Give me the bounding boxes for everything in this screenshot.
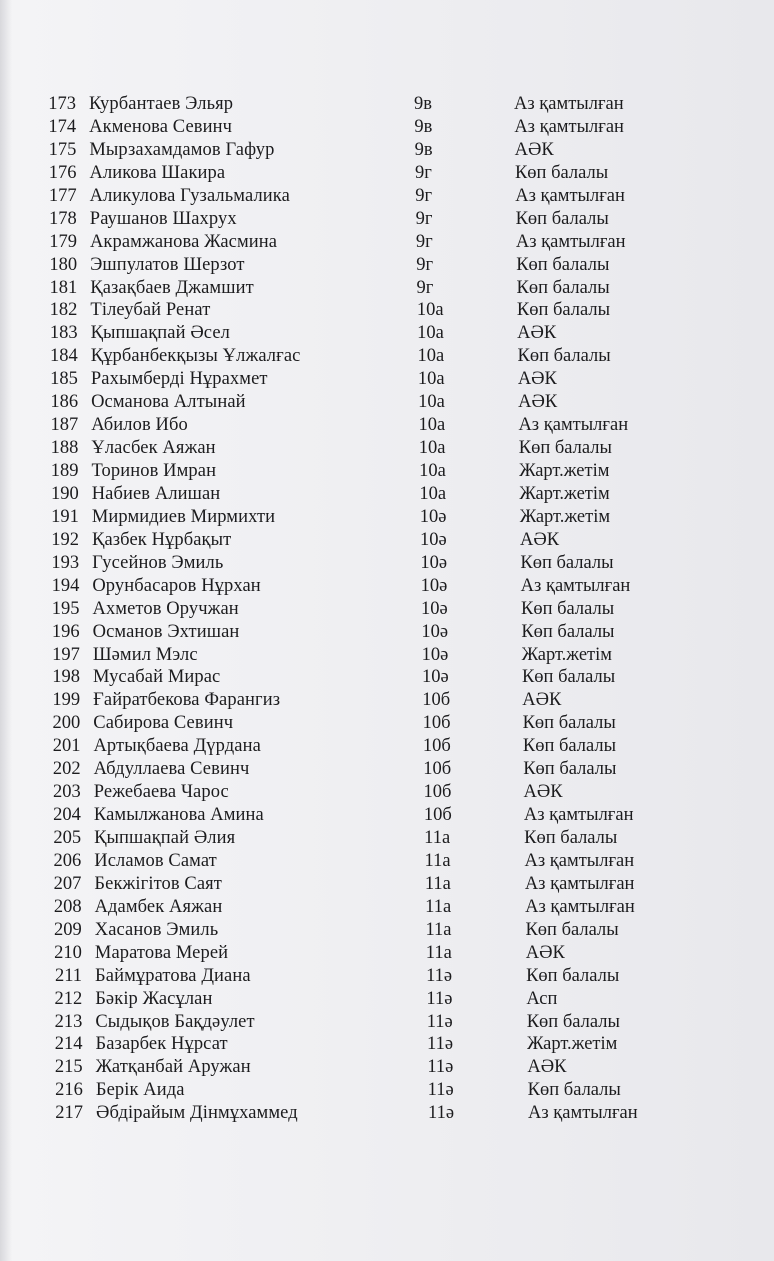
row-number: 200 — [52, 713, 81, 734]
student-name: Артықбаева Дүрдана — [93, 736, 261, 757]
class-label: 10б — [422, 713, 451, 734]
class-label: 10а — [418, 438, 446, 459]
row-number: 180 — [49, 254, 78, 275]
student-name: Ғайратбекова Фарангиз — [93, 690, 281, 711]
class-label: 10б — [422, 736, 451, 757]
row-number: 217 — [55, 1103, 83, 1124]
class-label: 10ә — [420, 552, 448, 573]
row-number: 190 — [50, 483, 79, 504]
table-row — [6, 965, 774, 988]
student-name: Гусейнов Эмиль — [92, 552, 224, 573]
status-label: Көп балалы — [526, 1011, 620, 1032]
table-row — [6, 988, 774, 1011]
class-label: 11а — [425, 942, 452, 963]
row-number: 175 — [48, 139, 77, 160]
row-number: 210 — [54, 942, 82, 963]
student-name: Адамбек Аяжан — [94, 896, 223, 917]
student-name: Османов Эхтишан — [92, 621, 240, 642]
row-number: 196 — [51, 621, 80, 642]
status-label: Көп балалы — [523, 759, 617, 780]
class-label: 10ә — [420, 575, 448, 596]
row-number: 213 — [54, 1011, 83, 1032]
student-name: Қазбек Нұрбақыт — [92, 529, 232, 550]
status-label: Аз қамтылған — [524, 850, 635, 871]
student-name: Сыдықов Бақдәулет — [95, 1011, 255, 1032]
row-number: 197 — [52, 644, 80, 665]
class-label: 11ә — [426, 1011, 453, 1032]
student-name: Хасанов Эмиль — [94, 919, 219, 940]
table-row — [0, 139, 774, 162]
row-number: 207 — [53, 873, 82, 894]
table-row — [2, 414, 774, 437]
row-number: 191 — [51, 506, 79, 527]
table-row — [5, 850, 774, 873]
table-row — [4, 598, 774, 621]
row-number: 203 — [53, 782, 81, 803]
status-label: Көп балалы — [525, 919, 619, 940]
row-number: 201 — [52, 736, 81, 757]
student-name: Ахметов Оручжан — [92, 598, 239, 619]
table-row — [2, 322, 774, 345]
status-label: АӘК — [522, 690, 562, 711]
student-name: Жатқанбай Аружан — [95, 1057, 251, 1078]
class-label: 10ә — [419, 506, 447, 527]
student-name: Баймұратова Диана — [95, 965, 251, 986]
status-label: Көп балалы — [522, 713, 616, 734]
row-number: 211 — [54, 965, 83, 986]
table-row — [6, 919, 774, 942]
row-number: 188 — [50, 438, 79, 459]
row-number: 193 — [51, 552, 80, 573]
status-label: Аз қамтылған — [515, 231, 626, 252]
status-label: Аз қамтылған — [528, 1103, 638, 1124]
student-name: Базарбек Нұрсат — [95, 1034, 228, 1055]
table-row — [5, 804, 774, 827]
row-number: 184 — [50, 346, 78, 367]
row-number: 214 — [54, 1034, 83, 1055]
student-name: Қыпшақпай Әсел — [90, 323, 230, 344]
class-label: 10а — [418, 415, 446, 436]
row-number: 202 — [52, 759, 81, 780]
row-number: 181 — [49, 277, 78, 298]
table-row — [5, 873, 774, 896]
student-name: Аликова Шакира — [89, 162, 226, 183]
row-number: 189 — [50, 461, 79, 481]
class-label: 10а — [419, 483, 447, 504]
row-number: 186 — [50, 392, 79, 413]
table-row — [6, 1011, 774, 1034]
table-row — [4, 735, 774, 758]
row-number: 198 — [52, 667, 80, 688]
table-row — [0, 116, 774, 139]
table-row — [0, 162, 774, 185]
class-label: 11ә — [427, 1057, 454, 1078]
row-number: 174 — [48, 116, 77, 137]
table-row — [2, 437, 774, 460]
row-number: 178 — [49, 208, 77, 229]
status-label: Жарт.жетім — [519, 483, 610, 504]
row-number: 204 — [53, 805, 81, 826]
status-label: Көп балалы — [522, 736, 617, 757]
status-label: Аз қамтылған — [514, 116, 624, 137]
table-row — [5, 827, 774, 850]
class-label: 10а — [419, 461, 446, 481]
row-number: 216 — [55, 1080, 83, 1101]
table-row — [4, 712, 774, 735]
status-label: АӘК — [520, 529, 560, 550]
table-row — [3, 552, 774, 575]
class-label: 10ә — [421, 598, 448, 619]
table-row — [1, 254, 774, 277]
table-row — [3, 506, 774, 529]
student-name: Мусабай Мирас — [92, 667, 221, 688]
student-name: Эшпулатов Шерзот — [90, 254, 245, 275]
table-row — [4, 666, 774, 689]
student-name: Ұласбек Аяжан — [91, 438, 216, 459]
row-number: 177 — [48, 185, 77, 206]
row-number: 179 — [49, 231, 77, 252]
status-label: Аз қамтылған — [514, 94, 624, 114]
row-number: 209 — [53, 919, 82, 940]
student-name: Абилов Ибо — [91, 415, 188, 436]
class-label: 9в — [414, 139, 433, 160]
class-label: 11а — [424, 828, 451, 848]
table-row — [7, 1033, 774, 1056]
status-label: Көп балалы — [514, 162, 609, 183]
status-label: Жарт.жетім — [527, 1034, 618, 1055]
status-label: Аз қамтылған — [515, 185, 625, 206]
student-name: Аликулова Гузальмалика — [89, 185, 290, 206]
student-name: Мирмидиев Мирмихти — [91, 506, 276, 527]
table-row — [3, 460, 774, 483]
row-number: 173 — [48, 94, 76, 114]
student-name: Торинов Имран — [91, 461, 217, 481]
status-label: Жарт.жетім — [519, 506, 611, 527]
table-row — [1, 277, 774, 300]
table-row — [7, 1056, 774, 1079]
student-name: Орунбасаров Нұрхан — [92, 575, 261, 596]
class-label: 10б — [423, 805, 452, 826]
status-label: Көп балалы — [518, 438, 612, 459]
class-label: 11а — [424, 873, 451, 894]
student-name: Акменова Севинч — [89, 116, 233, 137]
row-number: 187 — [50, 415, 79, 436]
row-number: 185 — [50, 369, 78, 390]
student-name: Шәмил Мэлс — [92, 644, 198, 665]
status-label: Аз қамтылған — [524, 873, 635, 894]
row-number: 176 — [48, 162, 77, 183]
student-name: Құрбанбекқызы Ұлжалғас — [90, 346, 301, 367]
class-label: 11а — [424, 850, 451, 871]
table-row — [1, 299, 774, 322]
row-number: 199 — [52, 690, 81, 711]
row-number: 192 — [51, 529, 80, 550]
status-label: Жарт.жетім — [521, 644, 612, 665]
status-label: АӘК — [514, 139, 554, 160]
class-label: 9в — [414, 116, 433, 137]
status-label: АӘК — [525, 942, 565, 963]
status-label: Көп балалы — [521, 667, 616, 688]
student-name: Мырзахамдамов Гафур — [89, 139, 275, 160]
status-label: Көп балалы — [515, 208, 609, 229]
table-row — [1, 208, 774, 231]
row-number: 206 — [53, 850, 82, 871]
table-row — [3, 575, 774, 598]
student-name: Акрамжанова Жасмина — [89, 231, 278, 252]
class-label: 11ә — [427, 1080, 454, 1101]
student-name: Раушанов Шахрух — [89, 208, 237, 229]
class-label: 10а — [418, 392, 445, 413]
status-label: Көп балалы — [517, 346, 611, 367]
student-name: Режебаева Чарос — [93, 782, 229, 803]
status-label: Көп балалы — [516, 300, 611, 321]
class-label: 9г — [414, 162, 432, 183]
table-row — [7, 1079, 774, 1102]
student-name: Бекжігітов Саят — [94, 873, 222, 894]
student-name: Сабирова Севинч — [93, 713, 234, 734]
student-name: Набиев Алишан — [91, 483, 221, 504]
row-number: 194 — [51, 575, 80, 596]
row-number: 205 — [53, 828, 82, 848]
status-label: Аз қамтылған — [520, 575, 631, 596]
status-label: Аз қамтылған — [518, 415, 629, 436]
status-label: Көп балалы — [516, 254, 610, 275]
row-number: 212 — [54, 988, 83, 1009]
status-label: АӘК — [527, 1057, 567, 1078]
table-row — [3, 529, 774, 552]
table-row — [3, 483, 774, 506]
status-label: Көп балалы — [526, 965, 620, 986]
status-label: Көп балалы — [527, 1080, 621, 1101]
status-label: Көп балалы — [524, 828, 618, 848]
table-row — [1, 231, 774, 254]
student-name: Берік Аида — [95, 1080, 185, 1101]
status-label: Асп — [526, 988, 558, 1009]
class-label: 10ә — [421, 667, 449, 688]
class-label: 10а — [417, 346, 445, 367]
class-label: 10б — [423, 759, 452, 780]
class-label: 9г — [416, 277, 434, 298]
class-label: 9г — [415, 185, 433, 206]
row-number: 215 — [54, 1057, 83, 1078]
student-name: Абдуллаева Севинч — [93, 759, 250, 780]
table-row — [1, 185, 774, 208]
table-row — [2, 391, 774, 414]
class-label: 9г — [416, 254, 434, 275]
status-label: АӘК — [517, 369, 557, 390]
student-list-table — [0, 93, 774, 1125]
class-label: 9в — [414, 94, 432, 114]
class-label: 10ә — [421, 621, 449, 642]
class-label: 10ә — [421, 644, 449, 665]
student-name: Маратова Мерей — [94, 942, 229, 963]
row-number: 208 — [53, 896, 82, 917]
table-row — [6, 942, 774, 965]
table-row — [0, 93, 774, 116]
class-label: 11а — [425, 919, 452, 940]
table-row — [5, 781, 774, 804]
table-row — [7, 1102, 774, 1125]
student-name: Камылжанова Амина — [93, 805, 264, 826]
student-name: Курбантаев Эльяр — [89, 94, 234, 114]
class-label: 11ә — [427, 1034, 454, 1055]
row-number: 183 — [49, 323, 78, 344]
class-label: 9г — [415, 208, 433, 229]
status-label: Көп балалы — [521, 598, 615, 619]
student-name: Бәкір Жасұлан — [95, 988, 213, 1009]
status-label: АӘК — [517, 323, 557, 344]
class-label: 10ә — [420, 529, 447, 550]
student-name: Османова Алтынай — [91, 392, 246, 413]
status-label: Көп балалы — [521, 621, 615, 642]
class-label: 10а — [416, 300, 444, 321]
status-label: Аз қамтылған — [525, 896, 635, 917]
status-label: Жарт.жетім — [519, 461, 610, 481]
student-name: Тілеубай Ренат — [90, 300, 211, 321]
table-row — [2, 368, 774, 391]
student-name: Исламов Самат — [94, 850, 217, 871]
table-row — [6, 896, 774, 919]
row-number: 195 — [51, 598, 80, 619]
class-label: 10а — [417, 323, 444, 344]
table-row — [5, 758, 774, 781]
class-label: 11ә — [428, 1103, 455, 1124]
student-name: Әбдірайым Дінмұхаммед — [96, 1103, 298, 1124]
status-label: Аз қамтылған — [523, 805, 634, 826]
status-label: Көп балалы — [520, 552, 614, 573]
status-label: АӘК — [523, 782, 563, 803]
class-label: 10а — [417, 369, 445, 390]
table-row — [4, 644, 774, 667]
table-row — [4, 689, 774, 712]
student-name: Қыпшақпай Әлия — [94, 828, 236, 848]
class-label: 11ә — [426, 965, 453, 986]
class-label: 11а — [425, 896, 452, 917]
status-label: АӘК — [518, 392, 558, 413]
student-name: Қазақбаев Джамшит — [90, 277, 254, 298]
row-number: 182 — [49, 300, 78, 321]
class-label: 11ә — [426, 988, 453, 1009]
class-label: 10б — [423, 782, 452, 803]
student-name: Рахымберді Нұрахмет — [90, 369, 268, 390]
status-label: Көп балалы — [516, 277, 610, 298]
class-label: 10б — [422, 690, 451, 711]
table-row — [4, 621, 774, 644]
table-row — [2, 345, 774, 368]
class-label: 9г — [415, 231, 433, 252]
